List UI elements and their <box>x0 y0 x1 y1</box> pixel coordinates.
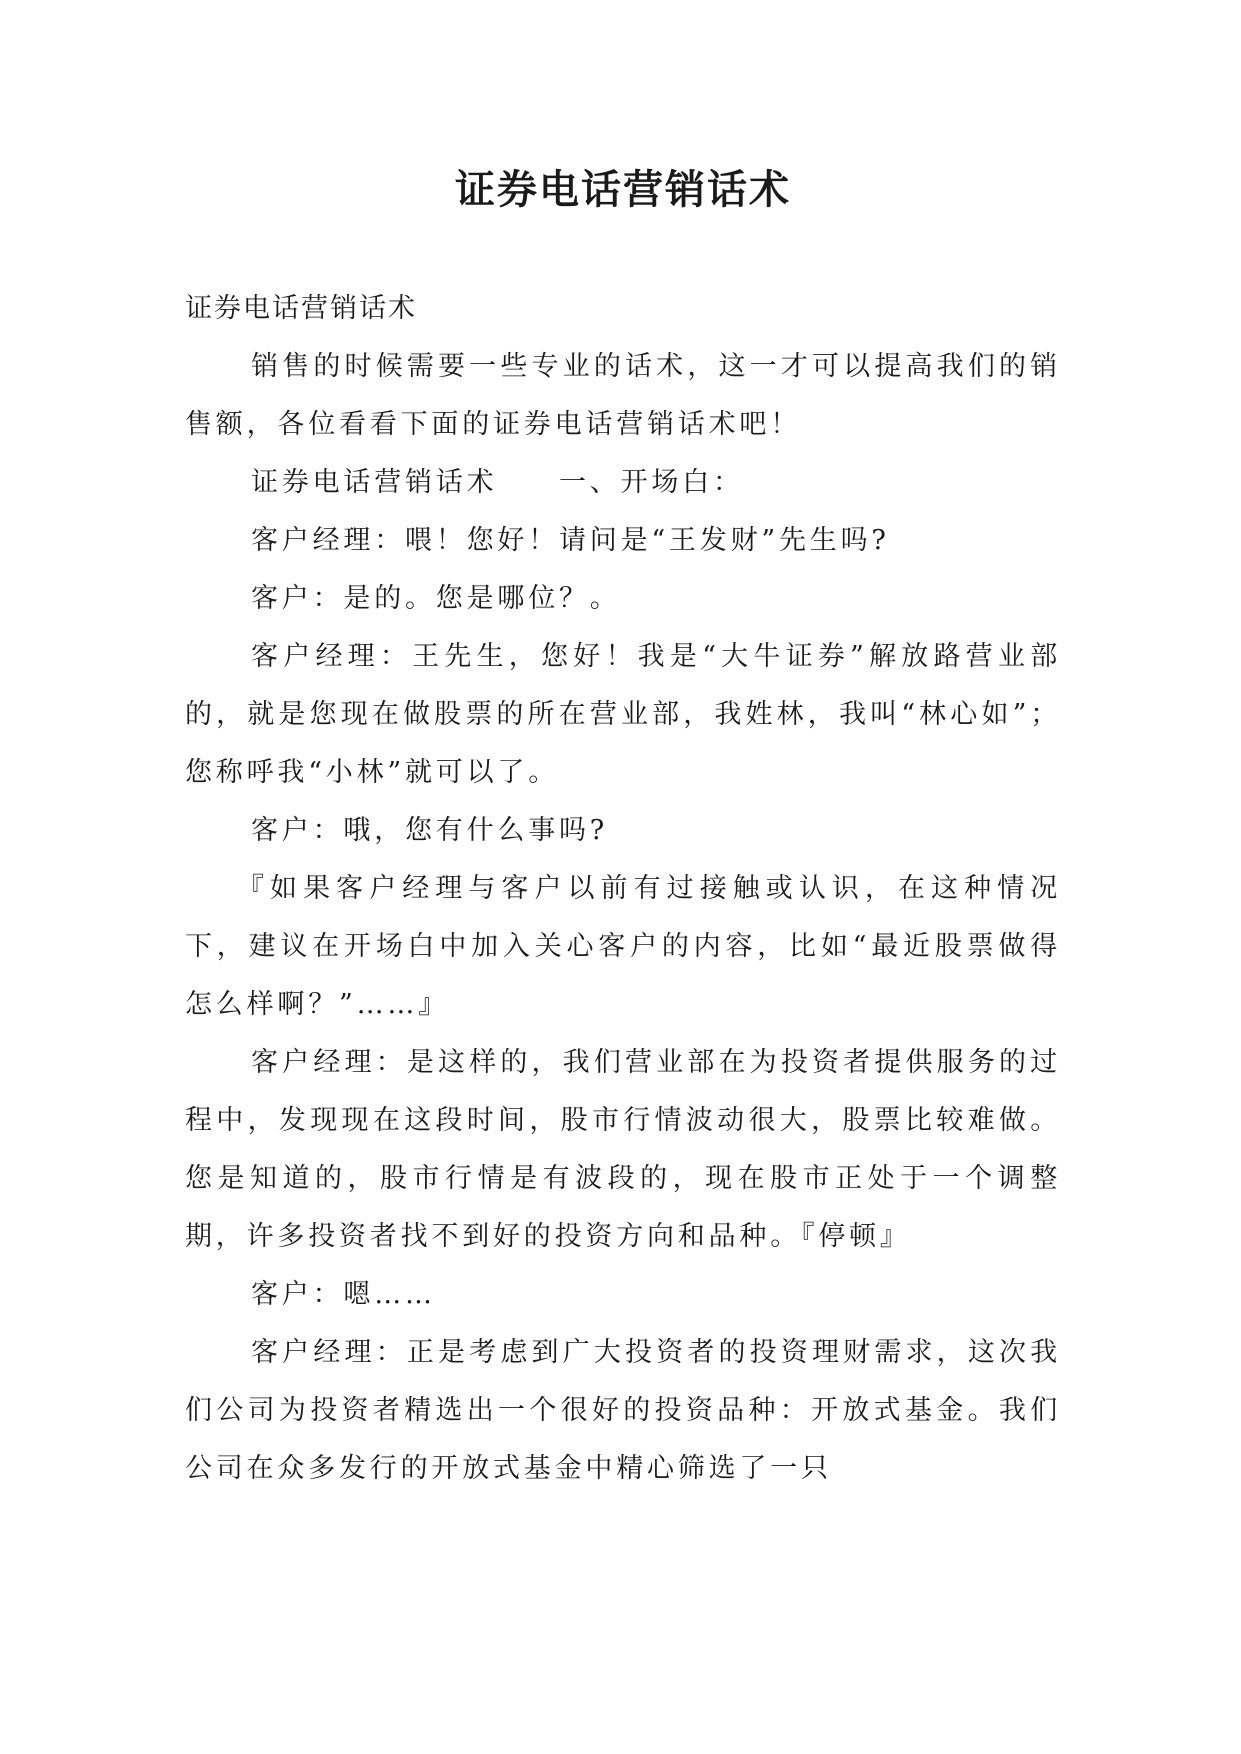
dialogue-line: 客户经理：王先生，您好！我是“大牛证券”解放路营业部的，就是您现在做股票的所在营业部，我姓林，我叫“林心如”；您称呼我“小林”就可以了。 <box>185 641 1061 788</box>
document-body <box>185 280 1061 1498</box>
paragraph: 证券电话营销话术 <box>185 293 417 324</box>
document-title: 证券电话营销话术 <box>455 166 791 213</box>
note-paragraph: 『如果客户经理与客户以前有过接触或认识，在这种情况下，建议在开场白中加入关心客户的内容，比如“最近股票做得怎么样啊？”……』 <box>185 873 1061 1020</box>
dialogue-line: 客户：哦，您有什么事吗? <box>251 815 609 846</box>
dialogue-line: 客户经理：正是考虑到广大投资者的投资理财需求，这次我们公司为投资者精选出一个很好的投资品种：开放式基金。我们公司在众多发行的开放式基金中精心筛选了一只 <box>185 1337 1061 1484</box>
dialogue-line: 客户：嗯…… <box>251 1279 436 1310</box>
dialogue-line: 客户经理：喂！您好！请问是“王发财”先生吗? <box>251 525 890 556</box>
paragraph: 销售的时候需要一些专业的话术，这一才可以提高我们的销售额，各位看看下面的证券电话营销话术吧！ <box>185 351 1061 440</box>
dialogue-line: 客户经理：是这样的，我们营业部在为投资者提供服务的过程中，发现现在这段时间，股市行情波动很大，股票比较难做。您是知道的，股市行情是有波段的，现在股市正处于一个调整期，许多投资者找不到好的投资方向和品种。『停顿』 <box>185 1047 1061 1252</box>
section-heading: 证券电话营销话术 一、开场白： <box>251 467 744 498</box>
dialogue-line: 客户：是的。您是哪位？。 <box>251 583 621 614</box>
